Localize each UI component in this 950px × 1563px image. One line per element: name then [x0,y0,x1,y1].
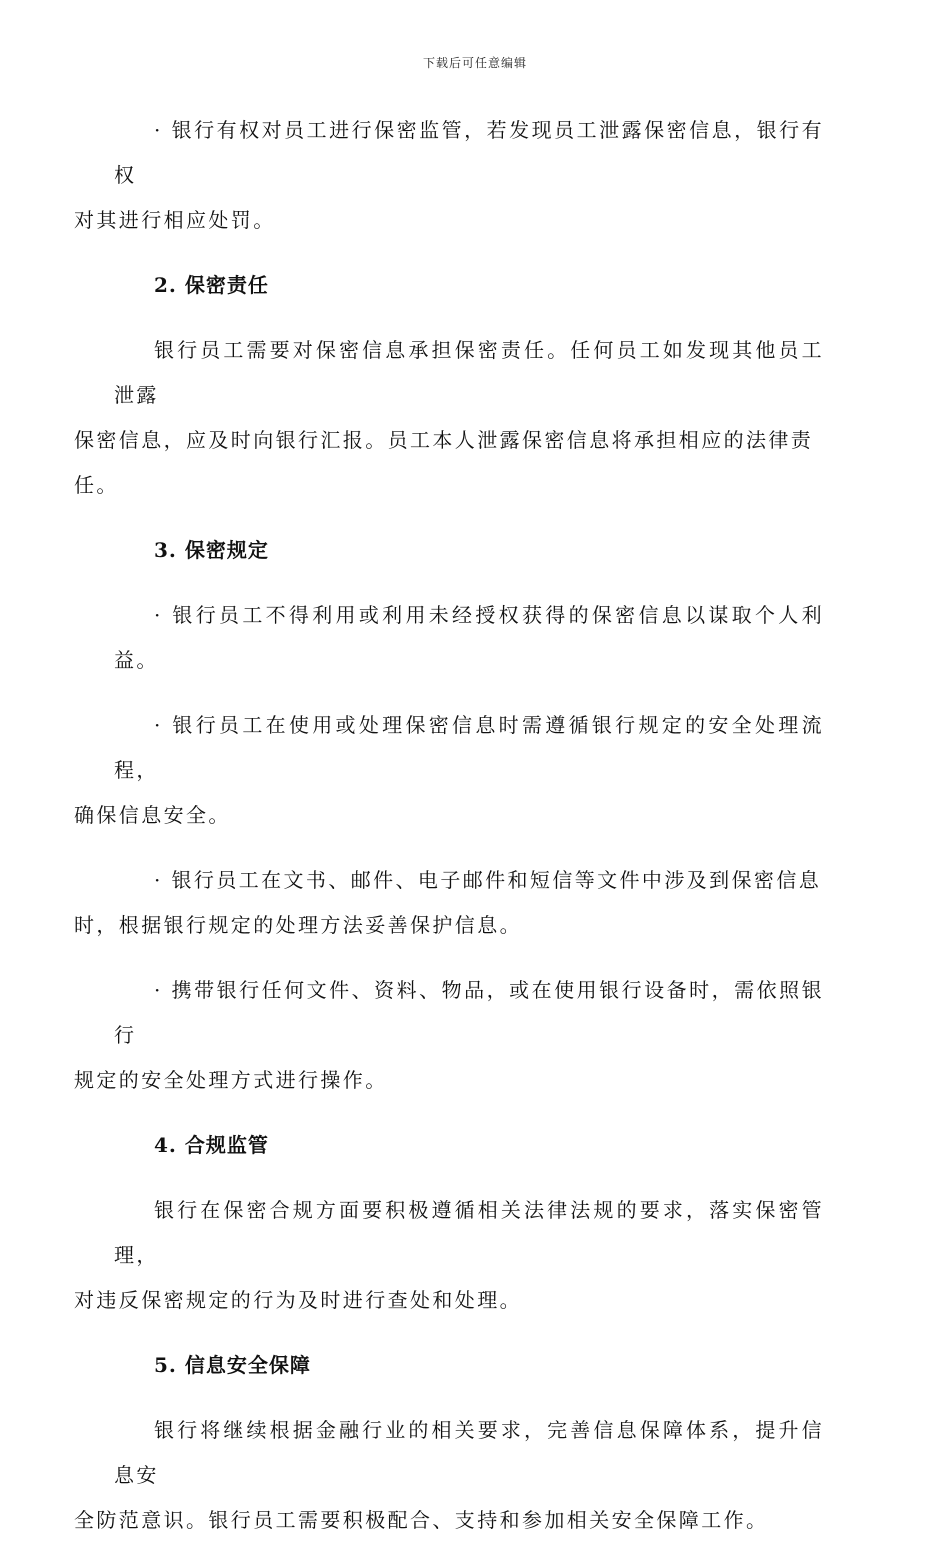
text-line: 保密信息，应及时向银行汇报。员工本人泄露保密信息将承担相应的法律责 [74,428,814,452]
section-heading-confidentiality-rules: 3. 保密规定 [154,538,269,562]
text-line: 银行在保密合规方面要积极遵循相关法律法规的要求，落实保密管理， [114,1198,824,1267]
paragraph-compliance [74,1188,824,1323]
section-heading-compliance-supervision: 4. 合规监管 [154,1133,269,1157]
paragraph-supervision-rights [74,108,824,243]
text-line: 规定的安全处理方式进行操作。 [74,1068,388,1092]
document-body [74,108,824,1563]
text-line: 对违反保密规定的行为及时进行查处和处理。 [74,1288,522,1312]
paragraph-rule-documents [74,858,824,948]
text-line: 银行将继续根据金融行业的相关要求，完善信息保障体系，提升信息安 [114,1418,824,1487]
text-line: · 携带银行任何文件、资料、物品，或在使用银行设备时，需依照银行 [114,978,824,1047]
section-heading-information-security: 5. 信息安全保障 [154,1353,311,1377]
page-header: 下载后可任意编辑 [422,56,527,70]
text-line: 全防范意识。银行员工需要积极配合、支持和参加相关安全保障工作。 [74,1508,769,1532]
text-line: 对其进行相应处罚。 [74,208,276,232]
text-line: · 银行员工在使用或处理保密信息时需遵循银行规定的安全处理流程， [114,713,824,782]
text-line: · 银行员工不得利用或利用未经授权获得的保密信息以谋取个人利益。 [114,603,824,672]
text-line: 银行员工需要对保密信息承担保密责任。任何员工如发现其他员工泄露 [114,338,824,407]
section-heading-confidentiality-responsibility: 2. 保密责任 [154,273,269,297]
paragraph-responsibility [74,328,824,508]
paragraph-rule-personal-gain [114,593,824,683]
text-line: · 银行员工在文书、邮件、电子邮件和短信等文件中涉及到保密信息 [154,868,822,892]
text-line: 时，根据银行规定的处理方法妥善保护信息。 [74,913,522,937]
paragraph-rule-equipment [74,968,824,1103]
text-line: 任。 [74,473,119,497]
text-line: 确保信息安全。 [74,803,231,827]
text-line: · 银行有权对员工进行保密监管，若发现员工泄露保密信息，银行有权 [114,118,824,187]
paragraph-rule-processing-flow [74,703,824,838]
paragraph-information-security [74,1408,824,1543]
